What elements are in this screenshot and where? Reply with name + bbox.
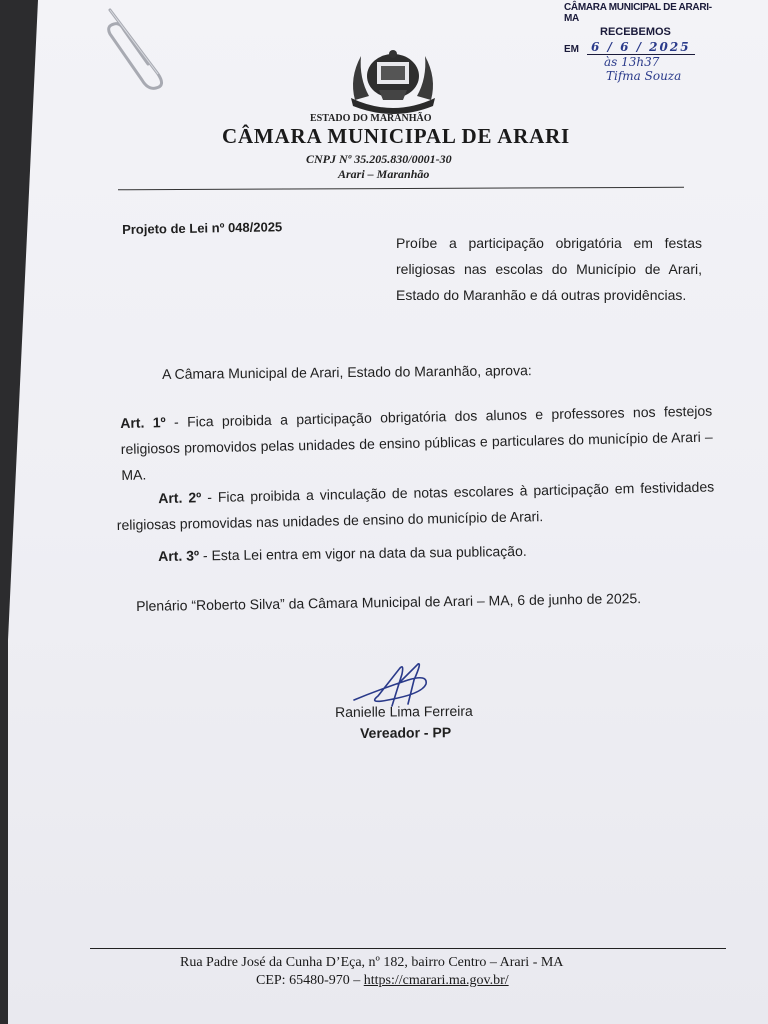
article-2-label: Art. 2º [158, 489, 202, 507]
article-3-text: - Esta Lei entra em vigor na data da sua publicação. [198, 542, 527, 564]
footer-contact [256, 973, 509, 989]
footer-divider [90, 948, 726, 949]
stamp-receiver: Tifma Souza [606, 69, 682, 83]
signer-name: Ranielle Lima Ferreira [335, 702, 473, 720]
state-heading: ESTADO DO MARANHÃO [310, 113, 432, 124]
stamp-org: CÂMARA MUNICIPAL DE ARARI-MA [564, 2, 712, 24]
ementa-text: Proíbe a participação obrigatória em festas religiosas nas escolas do Município de Arari, Estado do Maranhão e dá outras providências. [396, 235, 702, 303]
chamber-title: CÂMARA MUNICIPAL DE ARARI [222, 124, 571, 148]
coat-of-arms-icon [345, 48, 441, 114]
cnpj-line: CNPJ Nº 35.205.830/0001-30 [306, 152, 452, 166]
footer-cep: CEP: 65480-970 – [256, 973, 364, 988]
article-1-text: - Fica proibida a participação obrigatória dos alunos e professores nos festejos religiosos promovidos pelas unidades de ensino públicas e particulares do município de Arari – MA. [120, 402, 713, 483]
article-2-text: - Fica proibida a vinculação de notas escolares à participação em festividades religiosas promovidas nas unidades de ensino do município de Arari. [116, 478, 715, 533]
article-1-label: Art. 1º [120, 414, 166, 431]
signer-role: Vereador - PP [360, 724, 452, 741]
stamp-date-row [564, 40, 714, 55]
approval-line: A Câmara Municipal de Arari, Estado do Maranhão, aprova: [162, 362, 532, 382]
stamp-time: às 13h37 [604, 55, 660, 69]
article-3-label: Art. 3º [158, 547, 200, 564]
plenary-line: Plenário “Roberto Silva” da Câmara Municipal de Arari – MA, 6 de junho de 2025. [136, 590, 642, 614]
stamp-date: 6 / 6 / 2025 [587, 40, 695, 55]
stamp-em-label: EM [564, 44, 579, 55]
city-line: Arari – Maranhão [338, 167, 430, 181]
footer-address: Rua Padre José da Cunha D’Eça, nº 182, bairro Centro – Arari - MA [180, 955, 564, 970]
paper-clip-icon [96, 4, 176, 94]
website-link[interactable]: https://cmarari.ma.gov.br/ [363, 973, 509, 988]
stamp-received-label: RECEBEMOS [600, 26, 671, 38]
received-stamp [564, 2, 714, 83]
project-number: Projeto de Lei nº 048/2025 [122, 219, 283, 237]
